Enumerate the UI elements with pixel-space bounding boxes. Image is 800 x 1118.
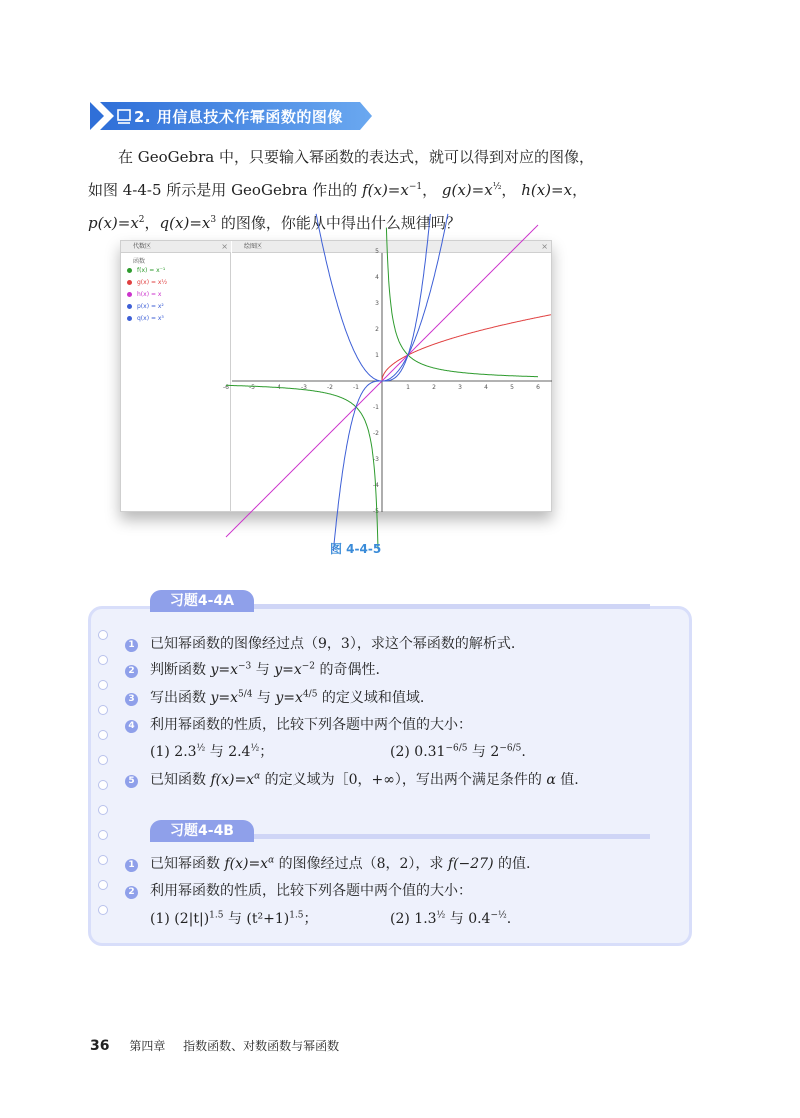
intro-paragraph [88,142,648,238]
y-tick-label: -1 [373,404,379,411]
section-title: 2. 用信息技术作幂函数的图像 [134,108,343,126]
exercise-text: 的图像经过点（8，2），求 [274,856,448,872]
math-exp: α [254,771,261,782]
exercise-a-item-2 [125,659,380,679]
x-tick-label: -4 [275,384,281,391]
function-label: g(x) = x½ [137,279,168,286]
x-tick-label: -6 [223,384,229,391]
math-expr: y=x [210,662,238,678]
math-exp: 1.5 [209,910,224,921]
exercise-text: ； [259,744,274,760]
binder-hole [98,630,108,640]
function-row-p[interactable] [127,303,164,310]
g-exp: ½ [492,182,502,192]
math-expr: 2 [490,744,500,760]
visibility-dot-icon[interactable] [127,280,132,285]
chapter-label: 第四章 [129,1039,166,1053]
visibility-dot-icon[interactable] [127,316,132,321]
math-expr: 0.31 [414,744,446,760]
math-exp: ½ [250,743,260,754]
exercise-text: 与 [251,662,275,678]
exercise-text: 与 [223,911,247,927]
x-tick-label: 6 [536,384,540,391]
number-badge: 4 [125,720,138,733]
number-badge: 1 [125,639,138,652]
math-expr: (2|t|) [174,911,210,927]
math-exp: −½ [490,910,507,921]
algebra-pane-title: 代数区 [133,243,152,250]
algebra-pane-header [121,241,231,253]
math-exp: −6/5 [445,743,468,754]
math-expr: (t²+1) [246,911,290,927]
q-exp: 3 [210,215,217,225]
exercise-text: 已知幂函数的图像经过点（9，3），求这个幂函数的解析式. [150,636,516,652]
h-def: h(x)=x [521,181,573,199]
close-icon[interactable]: × [221,242,228,251]
binder-hole [98,705,108,715]
algebra-pane [121,253,231,511]
close-icon[interactable]: × [541,242,548,251]
function-plot[interactable] [223,248,552,515]
f-exp: −1 [408,182,423,192]
math-expr: f(−27) [447,856,494,872]
para-line-2: 如图 4-4-5 所示是用 GeoGebra 作出的 $f(x)=x^{-1}$， $g(x)=x^{\frac{1}{2}}$， h(x)=x， [88,181,588,199]
section-banner [90,102,372,130]
g-def: g(x)=x [441,181,493,199]
visibility-dot-icon[interactable] [127,292,132,297]
y-tick-label: -4 [373,482,379,489]
binder-hole [98,805,108,815]
y-tick-label: 2 [375,326,379,333]
math-exp: α [268,855,275,866]
f-def: f(x)=x [362,181,409,199]
exercise-text: 与 [205,744,229,760]
x-tick-label: 5 [510,384,514,391]
exercise-text: ； [303,911,318,927]
math-exp: ½ [436,910,446,921]
math-expr: y=x [210,690,238,706]
math-exp: 4/5 [302,689,318,700]
function-row-f[interactable] [127,267,165,274]
math-expr: f(x)=x [210,772,255,788]
math-expr: 1.3 [414,911,437,927]
part-label: (1) [150,911,175,927]
binder-hole [98,680,108,690]
exercise-a-item-4 [125,714,472,734]
math-expr: y=x [275,690,303,706]
y-tick-label: 1 [375,352,379,359]
p-def: p(x)=x [88,214,139,232]
curve-g [382,315,551,381]
x-tick-label: 1 [406,384,410,391]
visibility-dot-icon[interactable] [127,268,132,273]
math-exp: 1.5 [289,910,304,921]
exercise-text: 的定义域和值域. [317,690,425,706]
function-label: q(x) = x³ [137,315,164,322]
function-label: f(x) = x⁻¹ [137,267,166,274]
page-number: 36 [90,1038,110,1054]
number-badge: 2 [125,886,138,899]
p-exp: 2 [138,215,145,225]
exercise-b-item-1 [125,853,530,873]
part-label: (2) [390,911,415,927]
exercise-text: . [521,744,526,760]
q-def: q(x)=x [159,214,211,232]
binder-hole [98,780,108,790]
y-tick-label: -5 [373,508,379,515]
chapter-title: 指数函数、对数函数与幂函数 [183,1039,340,1053]
x-tick-label: 2 [432,384,436,391]
para-text: 如图 4-4-5 所示是用 GeoGebra 作出的 [88,181,363,199]
number-badge: 5 [125,775,138,788]
function-label: p(x) = x² [137,303,164,310]
y-tick-label: 4 [375,274,379,281]
binder-hole [98,755,108,765]
exercise-text: 写出函数 [150,690,211,706]
binder-hole [98,880,108,890]
function-row-q[interactable] [127,315,164,322]
x-tick-label: -1 [353,384,359,391]
exercise-a-item-1 [125,633,515,653]
part-label: (2) [390,744,415,760]
math-expr: α [546,772,556,788]
exercise-text: 的奇偶性. [315,662,380,678]
binder-hole [98,730,108,740]
x-tick-label: 4 [484,384,488,391]
number-badge: 3 [125,693,138,706]
exercise-text: 与 [445,911,469,927]
graphics-pane-title: 绘图区 [244,243,263,250]
y-tick-label: -2 [373,430,379,437]
exercise-a-item-3 [125,687,424,707]
exercise-b-item-2 [125,880,472,900]
exercise-text: 利用幂函数的性质，比较下列各题中两个值的大小： [150,717,472,733]
para-line-1: 在 GeoGebra 中，只要输入幂函数的表达式，就可以得到对应的图像， [118,148,595,166]
x-tick-label: -3 [301,384,307,391]
page-footer [90,1037,339,1054]
exercise-a-4-part-1 [150,741,273,761]
y-tick-label: 5 [375,248,379,255]
math-expr: f(x)=x [224,856,269,872]
exercise-b-tab: 习题4-4B [150,820,254,842]
exercise-text: 与 [467,744,491,760]
exercise-text: 的定义域为［0，+∞），写出两个满足条件的 [260,772,547,788]
part-label: (1) [150,744,175,760]
math-expr: 0.4 [468,911,491,927]
binder-hole [98,655,108,665]
math-expr: 2.4 [228,744,251,760]
x-tick-label: -5 [249,384,255,391]
exercise-a-4-part-2 [390,741,526,761]
exercise-b-2-part-2 [390,908,511,928]
visibility-dot-icon[interactable] [127,304,132,309]
exercise-a-tab: 习题4-4A [150,590,254,612]
x-tick-label: -2 [327,384,333,391]
geogebra-screenshot [120,240,552,515]
exercise-text: 已知幂函数 [150,856,225,872]
exercise-text: 的值. [493,856,531,872]
exercise-text: 与 [252,690,276,706]
graphics-pane[interactable] [223,248,551,515]
para-line-3: $p(x)=x^2$，$q(x)=x^3$ 的图像，你能从中得出什么规律吗？ [88,214,461,232]
number-badge: 2 [125,665,138,678]
binder-hole [98,830,108,840]
math-expr: y=x [274,662,302,678]
figure-caption: 图 4-4-5 [330,542,382,556]
math-exp: ½ [196,743,206,754]
math-exp: 5/4 [238,689,253,700]
binder-hole [98,905,108,915]
y-tick-label: -3 [373,456,379,463]
exercise-text: 值. [555,772,579,788]
function-label: h(x) = x [137,291,162,298]
y-tick-label: 3 [375,300,379,307]
exercise-a-item-5 [125,769,579,789]
para-tail: 的图像，你能从中得出什么规律吗？ [216,214,461,232]
math-exp: −6/5 [499,743,522,754]
function-row-h[interactable] [127,291,161,298]
number-badge: 1 [125,859,138,872]
binder-hole [98,855,108,865]
exercise-text: . [506,911,512,927]
x-tick-label: 3 [458,384,462,391]
math-expr: 2.3 [174,744,197,760]
math-exp: −3 [238,661,252,672]
function-row-g[interactable] [127,279,167,286]
graphics-pane-header [232,241,551,253]
exercise-text: 判断函数 [150,662,211,678]
math-exp: −2 [301,661,316,672]
function-category: 函数 [133,258,146,265]
exercise-text: 已知函数 [150,772,211,788]
exercise-b-2-part-1 [150,908,318,928]
exercise-text: 利用幂函数的性质，比较下列各题中两个值的大小： [150,883,472,899]
